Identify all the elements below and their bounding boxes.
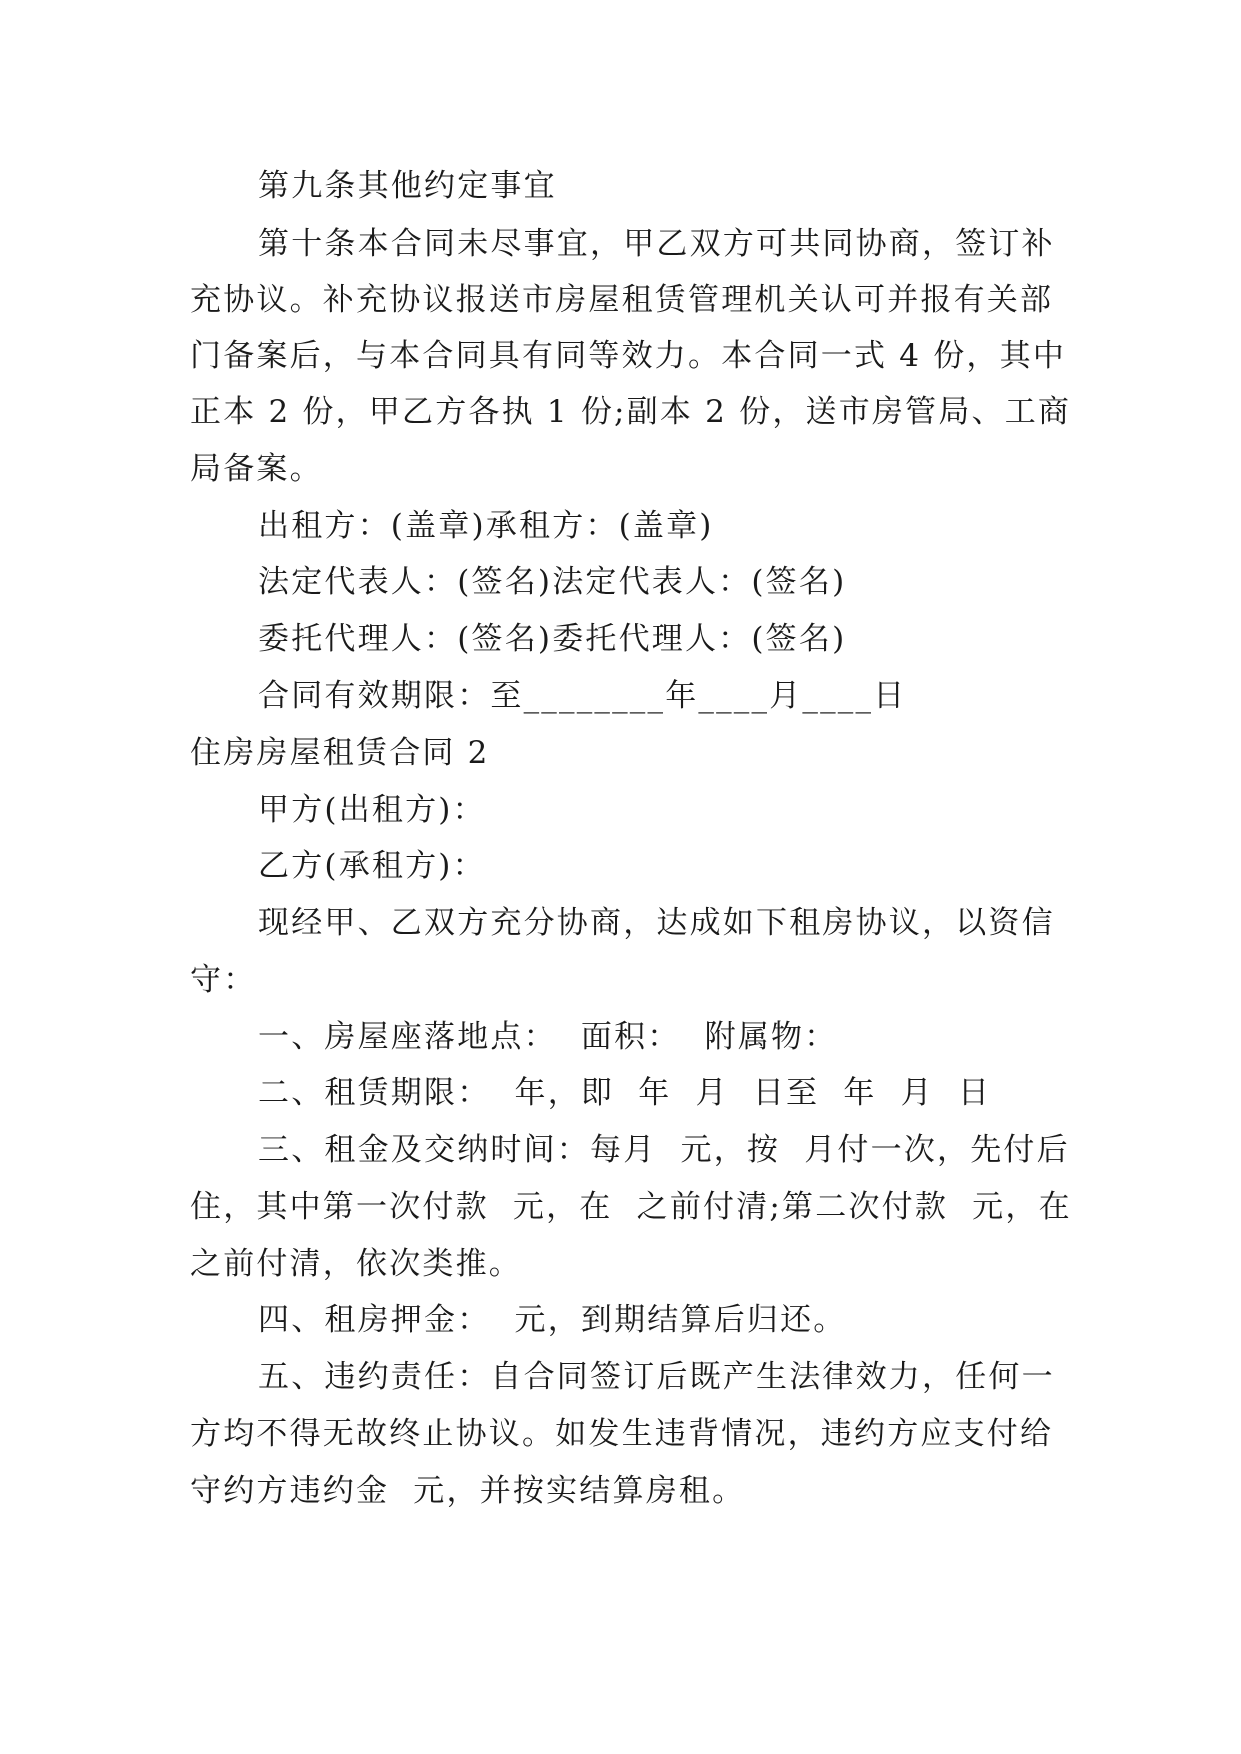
text-line: 充协议。补充协议报送市房屋租赁管理机关认可并报有关部 <box>190 282 1054 318</box>
text-line: 委托代理人：(签名)委托代理人：(签名) <box>258 621 847 657</box>
document-title: 住房房屋租赁合同 2 <box>190 735 490 771</box>
text-line: 守： <box>190 962 257 998</box>
text-line: 合同有效期限：至________年____月____日 <box>258 678 907 714</box>
text-line: 出租方：(盖章)承租方：(盖章) <box>258 508 714 544</box>
text-line: 五、违约责任：自合同签订后既产生法律效力，任何一 <box>258 1359 1055 1395</box>
text-line: 住，其中第一次付款 元，在 之前付清;第二次付款 元，在 <box>190 1189 1072 1225</box>
text-line: 第十条本合同未尽事宜，甲乙双方可共同协商，签订补 <box>258 226 1055 262</box>
text-line: 局备案。 <box>190 451 323 487</box>
text-line: 第九条其他约定事宜 <box>258 168 557 204</box>
text-line: 之前付清，依次类推。 <box>190 1246 522 1282</box>
text-line: 二、租赁期限： 年，即 年 月 日至 年 月 日 <box>258 1075 992 1111</box>
text-line: 四、租房押金： 元，到期结算后归还。 <box>258 1302 847 1338</box>
text-line: 方均不得无故终止协议。如发生违背情况，违约方应支付给 <box>190 1416 1054 1452</box>
text-line: 正本 2 份，甲乙方各执 1 份;副本 2 份，送市房管局、工商 <box>190 394 1072 430</box>
text-line: 门备案后，与本合同具有同等效力。本合同一式 4 份，其中 <box>190 338 1067 374</box>
text-line: 一、房屋座落地点： 面积： 附属物： <box>258 1019 838 1055</box>
text-line: 甲方(出租方)： <box>258 792 486 828</box>
text-line: 现经甲、乙双方充分协商，达成如下租房协议，以资信 <box>258 905 1055 941</box>
text-line: 乙方(承租方)： <box>258 848 486 884</box>
text-line: 守约方违约金 元，并按实结算房租。 <box>190 1473 746 1509</box>
text-line: 三、租金及交纳时间：每月 元，按 月付一次，先付后 <box>258 1132 1070 1168</box>
text-line: 法定代表人：(签名)法定代表人：(签名) <box>258 564 847 600</box>
